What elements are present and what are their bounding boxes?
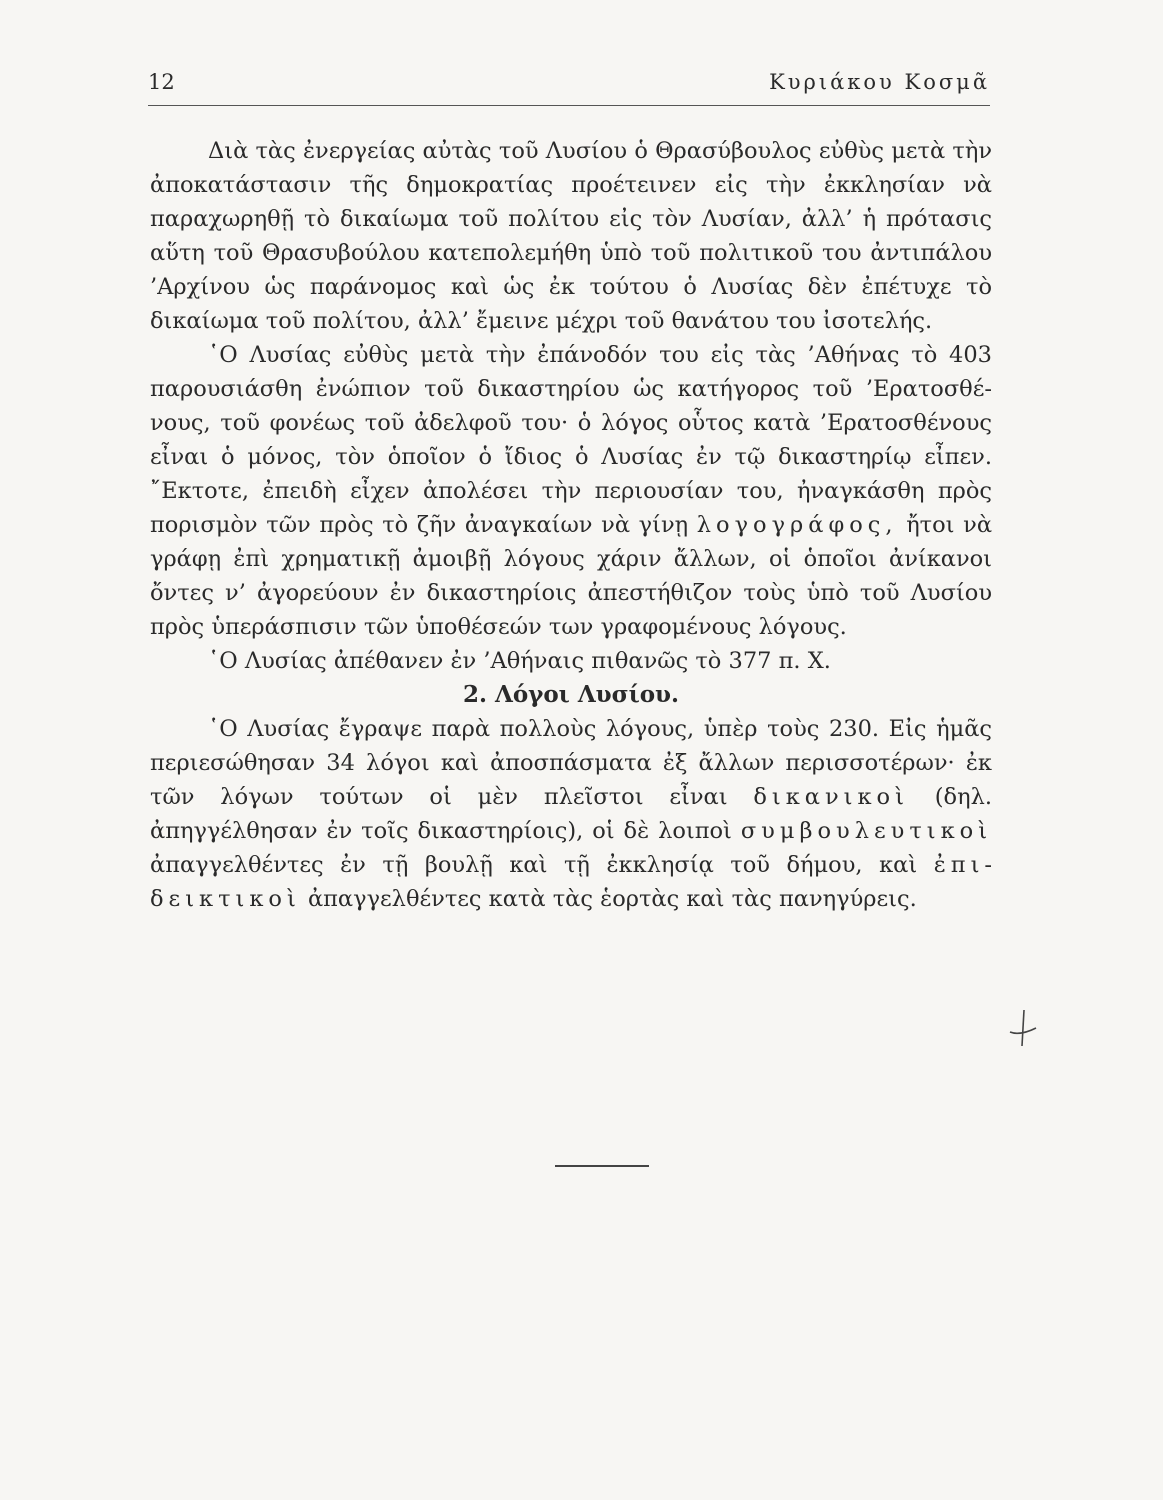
margin-mark-icon xyxy=(1008,1008,1038,1048)
paragraph-4-part-d: ἀπαγγελθέντες κατὰ τὰς ἑορτὰς καὶ τὰς πανηγύρεις. xyxy=(307,886,917,912)
paragraph-2-rest: ἤτοι νὰ γράφῃ ἐπὶ χρηματικῇ ἀμοιβῇ λόγους χάριν ἄλλων, οἱ ὁποῖοι ἀνίκανοι ὄντες ν’ ἀγορεύουν ἐν δικαστηρίοις ἀπεστήθιζον τοὺς ὑπὸ τοῦ Λυσίου πρὸς ὑπεράσπισιν τῶν ὑποθέσεών των γραφομένους λόγους. xyxy=(150,512,993,640)
running-title: Κυριάκου Κοσμᾶ xyxy=(769,70,990,94)
body-text xyxy=(150,134,992,916)
emphasis-epideiktikoi: ἐπιδεικτικοὶ xyxy=(150,852,992,912)
paragraph-4-part-c: ἀπαγγελθέντες ἐν τῇ βουλῇ καὶ τῇ ἐκκλησίᾳ τοῦ δήμου, καὶ xyxy=(150,852,918,878)
paragraph-3: ῾Ο Λυσίας ἀπέθανεν ἐν ’Αθήναις πιθανῶς τὸ 377 π. Χ. xyxy=(208,648,831,674)
emphasis-symvouleftikoi: συμβουλευτικοὶ xyxy=(740,818,993,844)
paragraph-2-text: ῾Ο Λυσίας εὐθὺς μετὰ τὴν ἐπάνοδόν του εἰς τὰς ’Αθήνας τὸ 403 παρουσιάσθη ἐνώπιον τοῦ δικαστηρίου ὡς κατήγορος τοῦ ’Ερατοσθένους, τοῦ φονέως τοῦ ἀδελφοῦ του· ὁ λόγος οὗτος κατὰ ’Ερατοσθένους εἶναι ὁ μόνος, τὸν ὁποῖον ὁ ἴδιος ὁ Λυσίας ἐν τῷ δικαστηρίῳ εἶπεν. ῎Εκτοτε, ἐπειδὴ εἶχεν ἀπολέσει τὴν περιουσίαν του, ἠναγκάσθη πρὸς πορισμὸν τῶν πρὸς τὸ ζῆν ἀναγκαίων νὰ γίνῃ xyxy=(150,342,992,538)
header-rule xyxy=(148,105,990,106)
paragraph-2 xyxy=(150,338,992,644)
paragraph-4-part-b: (δηλ. ἀπηγγέλθησαν ἐν τοῖς δικαστηρίοις), οἱ δὲ λοιποὶ xyxy=(150,784,992,844)
page-number: 12 xyxy=(148,70,175,94)
paragraph-1: Διὰ τὰς ἐνεργείας αὐτὰς τοῦ Λυσίου ὁ Θρασύβουλος εὐθὺς μετὰ τὴν ἀποκατάστασιν τῆς δημοκρατίας προέτεινεν εἰς τὴν ἐκκλησίαν νὰ παραχωρηθῇ τὸ δικαίωμα τοῦ πολίτου εἰς τὸν Λυσίαν, ἀλλ’ ἡ πρότασις αὕτη τοῦ Θρασυβούλου κατεπολεμήθη ὑπὸ τοῦ πολιτικοῦ του ἀντιπάλου ’Αρχίνου ὡς παράνομος καὶ ὡς ἐκ τούτου ὁ Λυσίας δὲν ἐπέτυχε τὸ δικαίωμα τοῦ πολίτου, ἀλλ’ ἔμεινε μέχρι τοῦ θανάτου του ἰσοτελής. xyxy=(150,138,992,334)
emphasis-dikanikoi: δικανικοὶ xyxy=(753,784,909,810)
page-header xyxy=(148,70,990,98)
emphasis-logografos: λογογράφος, xyxy=(696,512,898,538)
paragraph-4 xyxy=(150,712,992,916)
paragraph-4-part-a: ῾Ο Λυσίας ἔγραψε παρὰ πολλοὺς λόγους, ὑπὲρ τοὺς 230. Εἰς ἡμᾶς περιεσώθησαν 34 λόγοι καὶ ἀποσπάσματα ἐξ ἄλλων περισσοτέρων· ἐκ τῶν λόγων τούτων οἱ μὲν πλεῖστοι εἶναι xyxy=(150,716,992,810)
end-rule xyxy=(555,1165,649,1167)
section-heading: 2. Λόγοι Λυσίου. xyxy=(462,681,680,708)
